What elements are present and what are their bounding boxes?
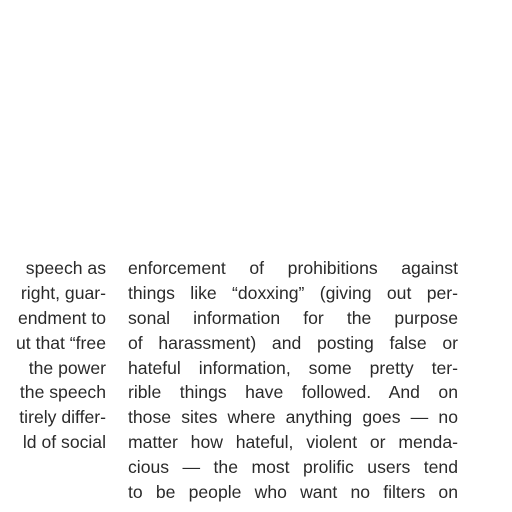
left-column-line: the speech [19, 382, 106, 403]
left-column-line: ut that “free [16, 332, 106, 353]
right-column [128, 256, 458, 505]
right-column-line: cious — the most prolific users tend [128, 457, 458, 478]
left-column-line: right, guar- [20, 282, 106, 303]
left-column-line: the power [28, 357, 106, 378]
right-column-line: enforcement of prohibitions against [128, 258, 458, 278]
left-column-line: tirely differ- [19, 407, 106, 428]
right-column-line: to be people who want no filters on [128, 482, 458, 503]
right-column-line: hateful information, some pretty ter- [128, 357, 458, 378]
right-column-line: things like “doxxing” (giving out per- [128, 282, 458, 303]
left-column [0, 256, 106, 455]
left-column-line: ld of social [22, 432, 106, 453]
left-column-line: endment to [17, 307, 106, 328]
right-column-line: those sites where anything goes — no [128, 407, 458, 428]
right-column-line: rible things have followed. And on [128, 382, 458, 403]
right-column-line: matter how hateful, violent or menda- [128, 432, 458, 453]
right-column-line: sonal information for the purpose [128, 307, 458, 328]
right-column-line: of harassment) and posting false or [128, 332, 458, 353]
left-column-line: speech as [25, 258, 106, 278]
